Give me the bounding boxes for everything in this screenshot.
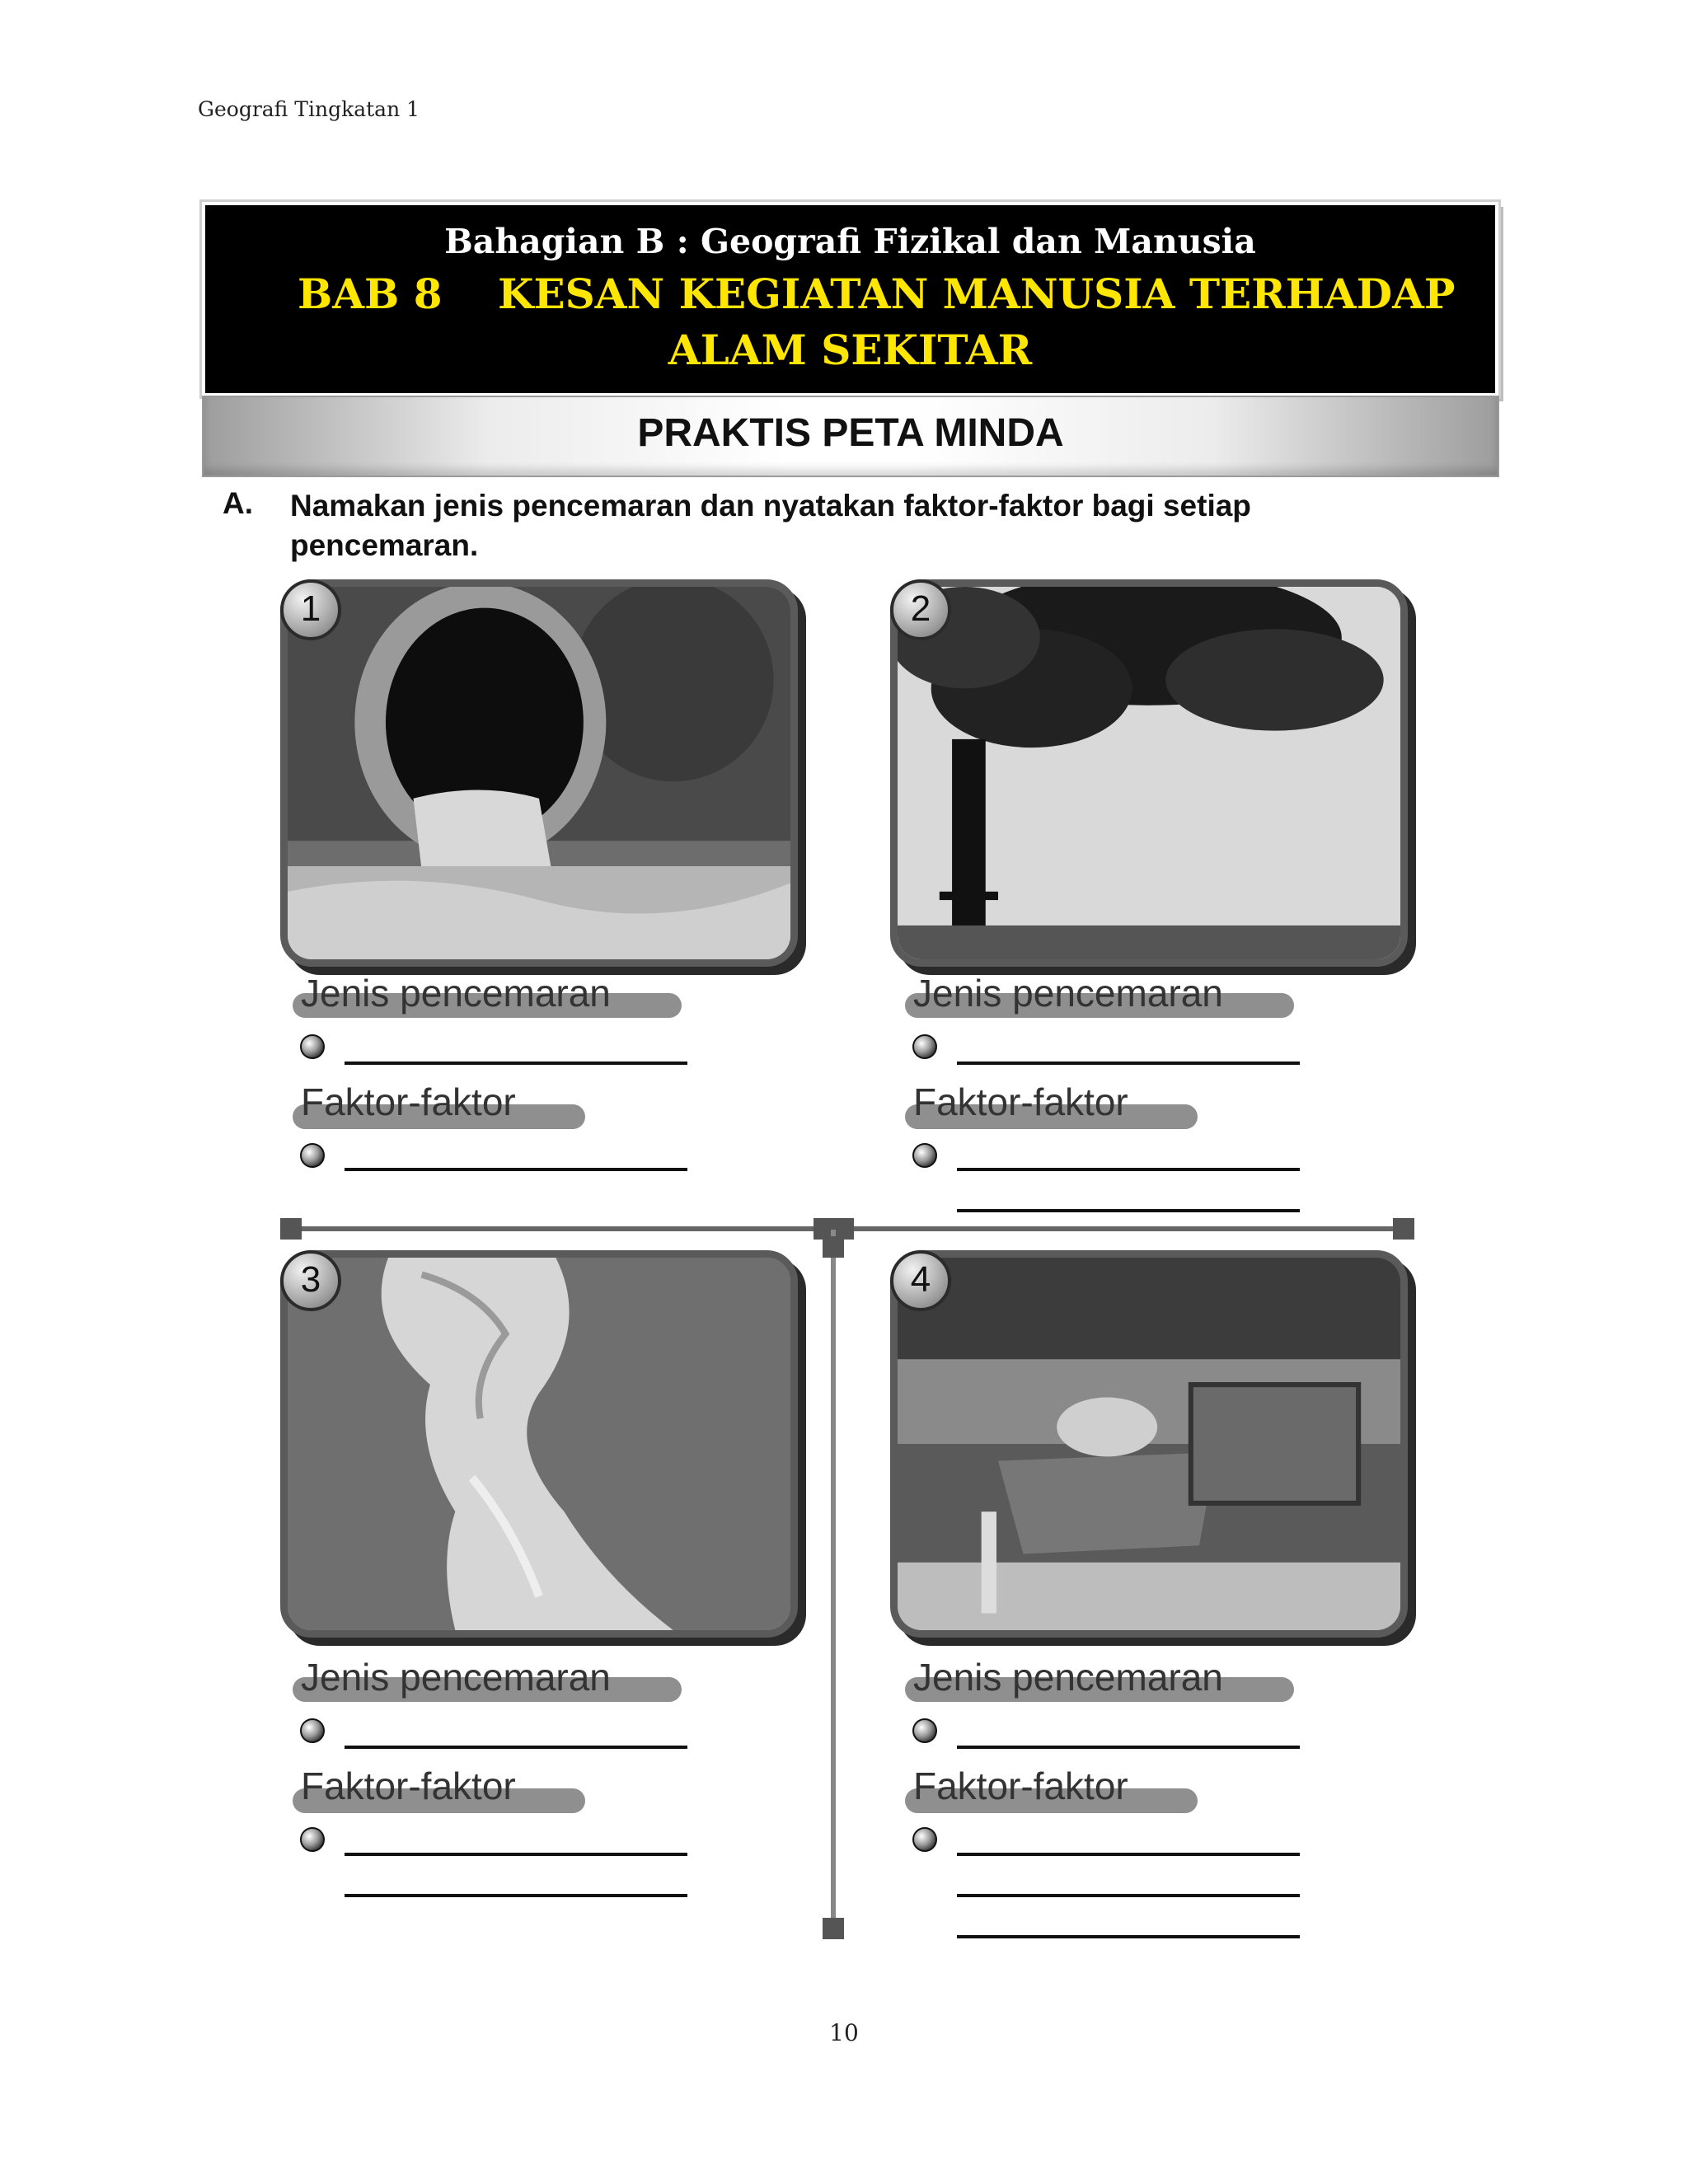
banner-chapter: BAB 8 — [298, 269, 443, 318]
connector-node — [280, 1218, 302, 1240]
answer-line-faktor-3a[interactable] — [345, 1853, 687, 1856]
bullet-icon — [912, 1718, 937, 1743]
connector-vertical — [831, 1230, 836, 1926]
section-title: PRAKTIS PETA MINDA — [637, 411, 1064, 455]
faktor-label-1: Faktor-faktor — [301, 1080, 516, 1123]
answer-line-jenis-3[interactable] — [345, 1746, 687, 1749]
bullet-icon — [912, 1143, 937, 1168]
bullet-icon — [300, 1718, 325, 1743]
bullet-icon — [912, 1827, 937, 1852]
answer-line-faktor-2a[interactable] — [957, 1168, 1300, 1171]
answer-line-jenis-4[interactable] — [957, 1746, 1300, 1749]
jenis-label-2: Jenis pencemaran — [913, 972, 1223, 1015]
connector-node — [823, 1918, 844, 1939]
faktor-label-2: Faktor-faktor — [913, 1080, 1128, 1123]
answer-line-jenis-1[interactable] — [345, 1062, 687, 1065]
panel-number-2: 2 — [890, 579, 951, 640]
answer-line-faktor-4a[interactable] — [957, 1853, 1300, 1856]
connector-top-left — [290, 1226, 824, 1231]
answer-line-faktor-3b[interactable] — [345, 1894, 687, 1897]
answer-line-faktor-4c[interactable] — [957, 1935, 1300, 1938]
panel-number-4: 4 — [890, 1250, 951, 1311]
bullet-icon — [300, 1827, 325, 1852]
connector-node — [823, 1236, 844, 1258]
answer-line-faktor-1a[interactable] — [345, 1168, 687, 1171]
banner-title-line2: ALAM SEKITAR — [668, 326, 1033, 374]
foam-water-image — [288, 1258, 790, 1630]
answer-line-jenis-2[interactable] — [957, 1062, 1300, 1065]
connector-top-right — [832, 1226, 1401, 1231]
jenis-label-3: Jenis pencemaran — [301, 1656, 611, 1699]
connector-node — [1393, 1218, 1414, 1240]
panel-number-3: 3 — [280, 1250, 341, 1311]
photo-garbage-dumpster — [890, 1250, 1408, 1638]
page-number: 10 — [829, 2019, 859, 2046]
banner-subtitle: Bahagian B : Geografi Fizikal dan Manusia — [444, 222, 1256, 261]
sewage-pipe-image — [288, 587, 790, 959]
photo-chimney-smoke — [890, 579, 1408, 967]
panel-number-1: 1 — [280, 579, 341, 640]
chimney-smoke-image — [898, 587, 1400, 959]
faktor-label-3: Faktor-faktor — [301, 1765, 516, 1807]
bullet-icon — [912, 1034, 937, 1059]
bullet-icon — [300, 1143, 325, 1168]
faktor-label-4: Faktor-faktor — [913, 1765, 1128, 1807]
jenis-label-4: Jenis pencemaran — [913, 1656, 1223, 1699]
chapter-banner — [202, 202, 1498, 396]
banner-title-line1: KESAN KEGIATAN MANUSIA TERHADAP — [498, 269, 1456, 318]
answer-line-faktor-4b[interactable] — [957, 1894, 1300, 1897]
answer-line-faktor-2b[interactable] — [957, 1209, 1300, 1212]
photo-foam-water — [280, 1250, 798, 1638]
jenis-label-1: Jenis pencemaran — [301, 972, 611, 1015]
photo-sewage-pipe — [280, 579, 798, 967]
question-letter: A. — [223, 486, 253, 520]
question-text: Namakan jenis pencemaran dan nyatakan faktor-faktor bagi setiap pencemaran. — [290, 489, 1251, 562]
bullet-icon — [300, 1034, 325, 1059]
section-title-bar — [202, 396, 1499, 477]
running-head: Geografi Tingkatan 1 — [198, 97, 420, 121]
garbage-dumpster-image — [898, 1258, 1400, 1630]
